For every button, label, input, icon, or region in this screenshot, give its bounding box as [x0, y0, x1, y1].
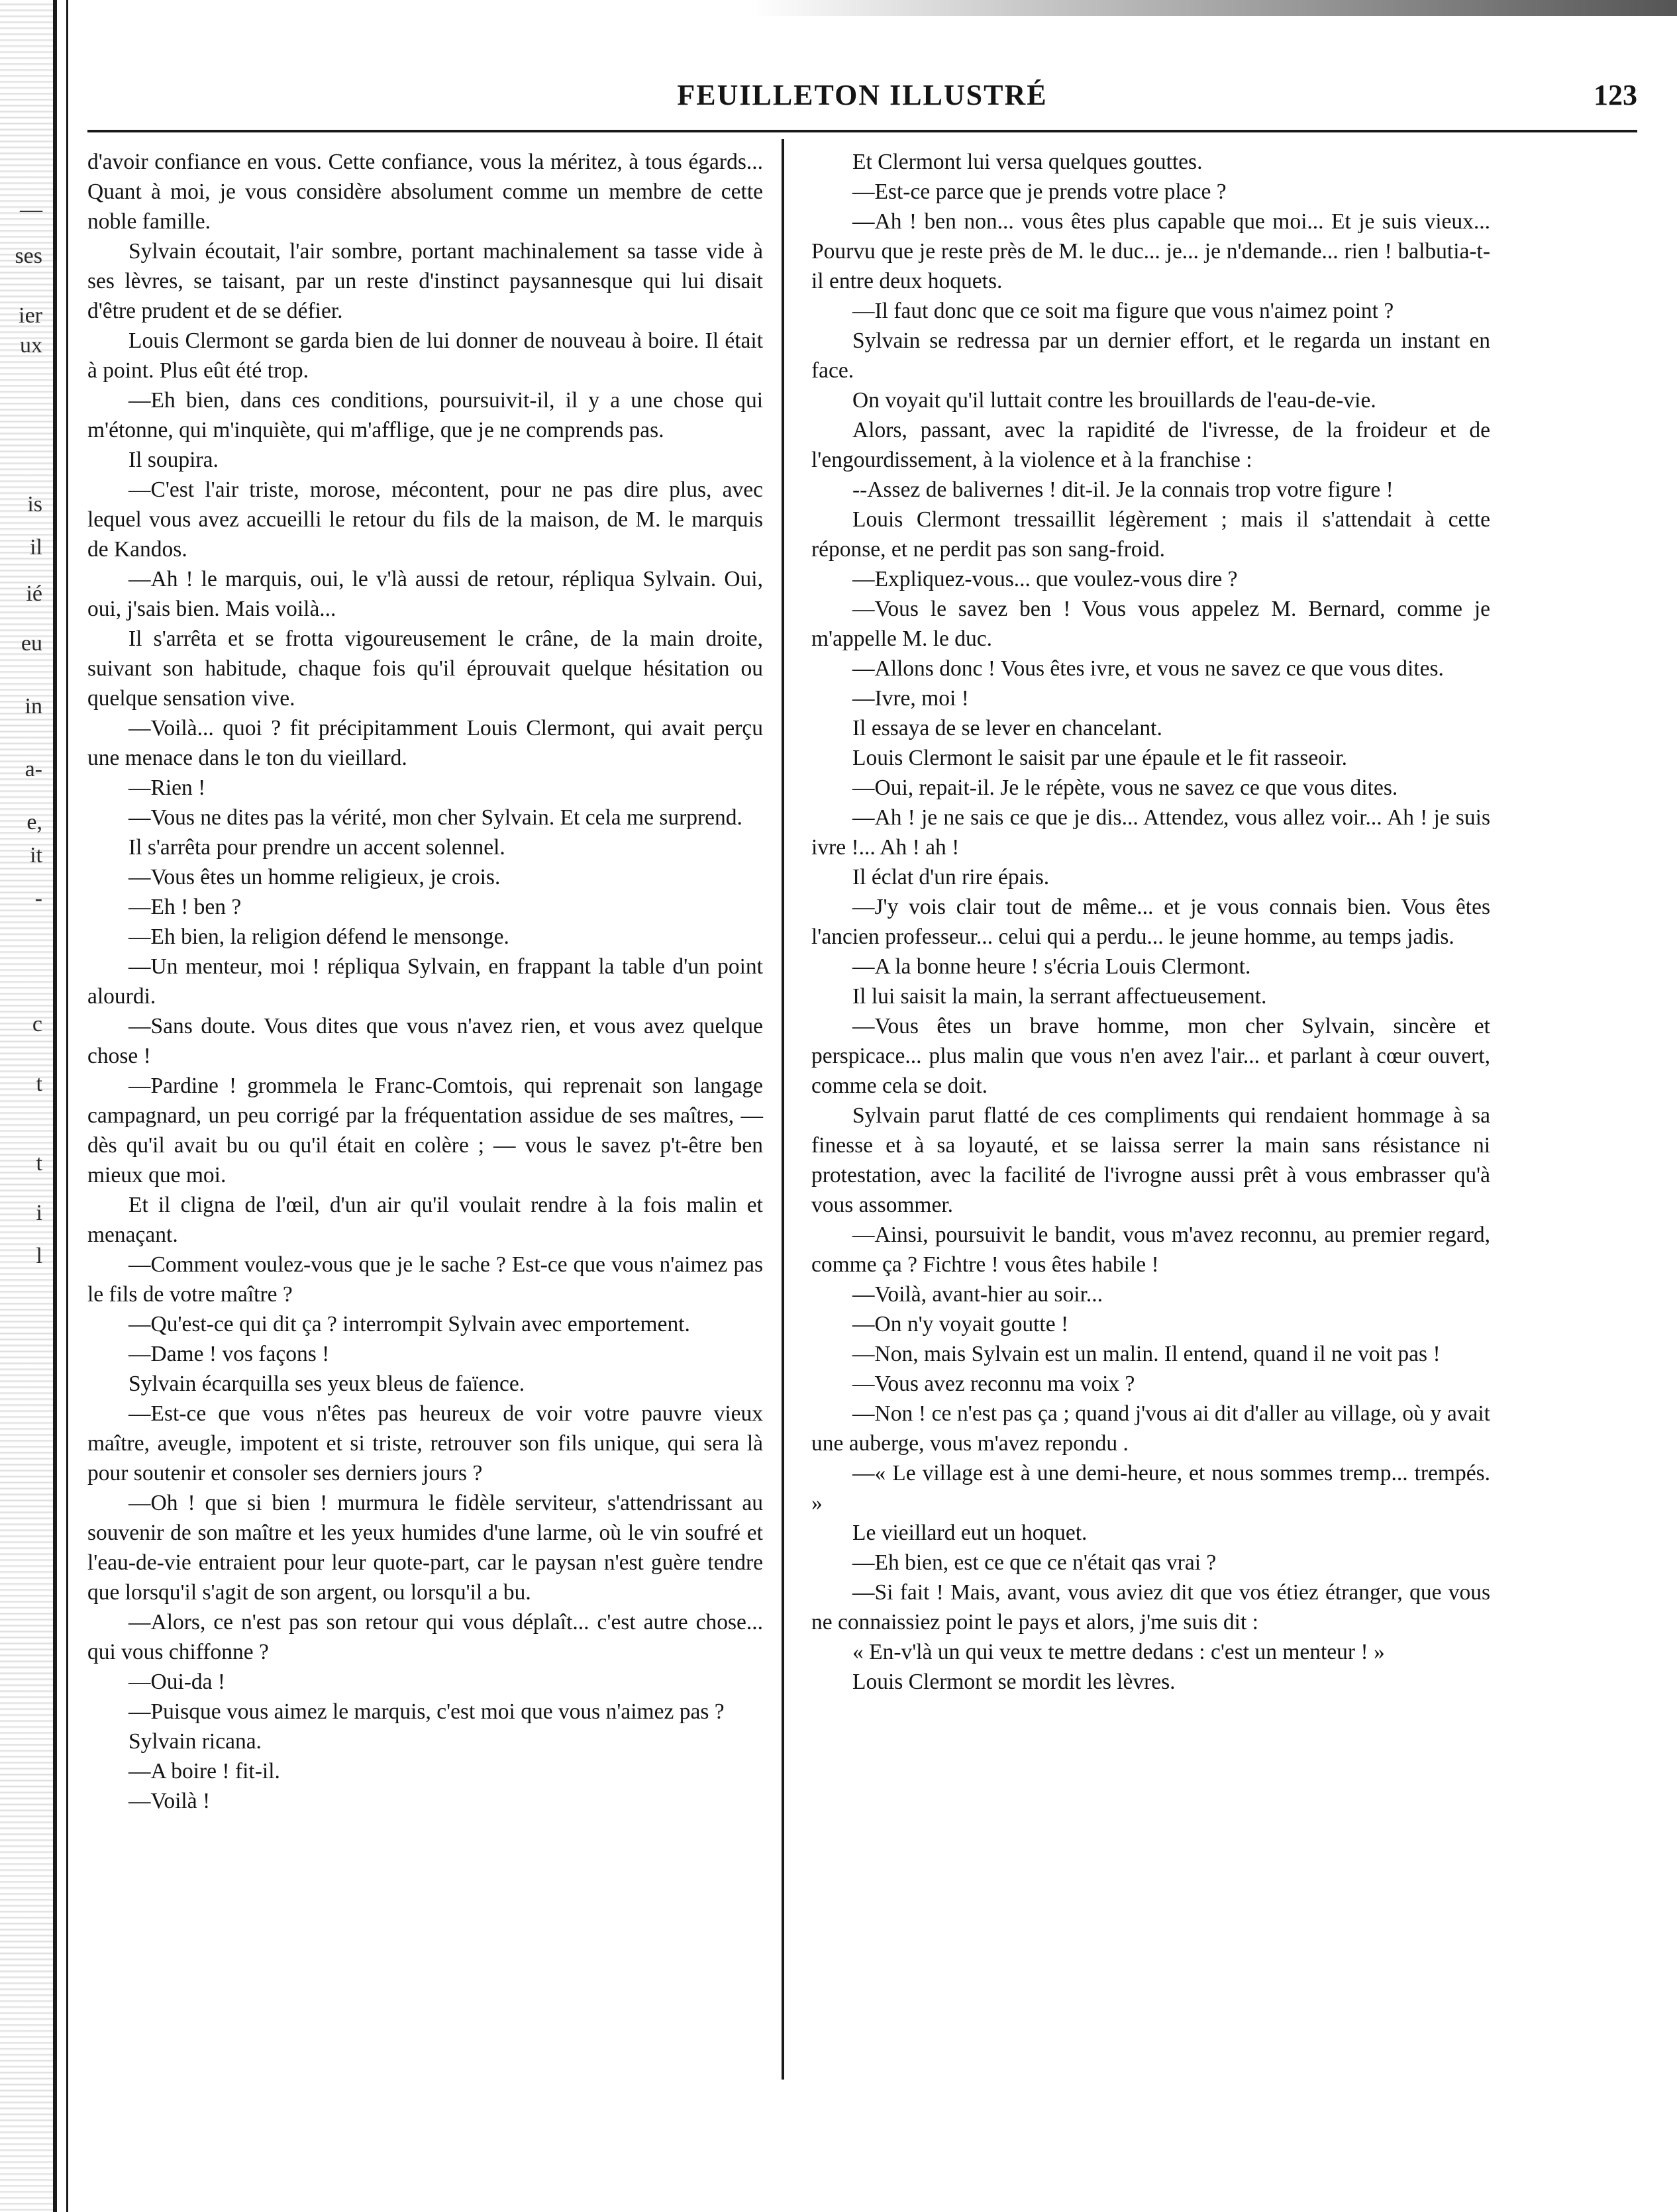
scan-binding-edge — [0, 0, 53, 2212]
paragraph: —Eh bien, la religion défend le mensonge. — [128, 925, 509, 949]
paragraph: —On n'y voyait goutte ! — [852, 1312, 1069, 1336]
paragraph: Louis Clermont le saisit par une épaule et le fit rasseoir. — [852, 746, 1348, 770]
paragraph: Louis Clermont tressaillit légèrement ; mais il s'attendait à cette réponse, et ne perdit pas son sang-froid. — [811, 507, 1490, 562]
paragraph: —Sans doute. Vous dites que vous n'avez rien, et vous avez quelque chose ! — [87, 1014, 763, 1068]
paragraph: Alors, passant, avec la rapidité de l'ivresse, de la froideur et de l'engourdissement, à la violence et à la franchise : — [811, 418, 1490, 472]
paragraph: —Eh ! ben ? — [128, 895, 242, 919]
paragraph: —Vous le savez ben ! Vous vous appelez M. Bernard, comme je m'appelle M. le duc. — [811, 597, 1490, 651]
paragraph: On voyait qu'il luttait contre les brouillards de l'eau-de-vie. — [852, 388, 1376, 413]
paragraph: Il lui saisit la main, la serrant affectueusement. — [852, 984, 1267, 1009]
bleed-fragment: l — [36, 1244, 42, 1268]
paragraph: —Voilà ! — [128, 1789, 211, 1813]
paragraph: —Pardine ! grommela le Franc-Comtois, qui reprenait son langage campagnard, un peu corrigé par la fréquentation assidue de ses maîtres, — dès qu'il avait bu ou qu'il était en colère ; — vous le savez p't-être ben mieux que moi. — [87, 1074, 763, 1187]
binding-rule — [53, 0, 57, 2212]
paragraph: d'avoir confiance en vous. Cette confiance, vous la méritez, à tous égards... Quant à moi, je vous considère absolument comme un membre de cette noble famille. — [87, 150, 763, 234]
paragraph: —Dame ! vos façons ! — [128, 1342, 330, 1366]
header-rule — [87, 130, 1637, 132]
paragraph: —Ainsi, poursuivit le bandit, vous m'avez reconnu, au premier regard, comme ça ? Fichtre ! vous êtes habile ! — [811, 1223, 1490, 1277]
paragraph: —Est-ce que vous n'êtes pas heureux de voir votre pauvre vieux maître, aveugle, impotent et si triste, retrouver son fils unique, qui sera là pour soutenir et consoler ses derniers jours ? — [87, 1401, 763, 1485]
paragraph: —Ah ! je ne sais ce que je dis... Attendez, vous allez voir... Ah ! je suis ivre !... Ah ! ah ! — [811, 805, 1490, 860]
bleed-fragment: il — [30, 535, 42, 560]
paragraph: Il s'arrêta et se frotta vigoureusement le crâne, de la main droite, suivant son habitude, chaque fois qu'il éprouvait quelque hésitation ou quelque sensation vive. — [87, 627, 763, 711]
bleed-fragment: in — [25, 694, 42, 719]
paragraph: —Ah ! le marquis, oui, le v'là aussi de retour, répliqua Sylvain. Oui, oui, j'sais bien. Mais voilà... — [87, 567, 763, 621]
paragraph: —Il faut donc que ce soit ma figure que vous n'aimez point ? — [852, 299, 1394, 323]
paragraph: Il éclat d'un rire épais. — [852, 865, 1050, 889]
paragraph: Il s'arrêta pour prendre un accent solennel. — [128, 835, 505, 860]
paragraph: —Vous avez reconnu ma voix ? — [852, 1372, 1135, 1396]
bleed-fragment: e, — [26, 810, 42, 834]
paragraph: —C'est l'air triste, morose, mécontent, pour ne pas dire plus, avec lequel vous avez accueilli le retour du fils de la maison, de M. le marquis de Kandos. — [87, 478, 763, 562]
paragraph: —Ivre, moi ! — [852, 686, 969, 711]
paragraph: —Voilà, avant-hier au soir... — [852, 1282, 1103, 1307]
bleed-fragment: is — [27, 492, 42, 517]
paragraph: —Voilà... quoi ? fit précipitamment Louis Clermont, qui avait perçu une menace dans le ton du vieillard. — [87, 716, 763, 770]
bleed-fragment: t — [36, 1151, 42, 1176]
paragraph: Sylvain se redressa par un dernier effort, et le regarda un instant en face. — [811, 328, 1490, 383]
paragraph: —Vous êtes un homme religieux, je crois. — [128, 865, 501, 889]
bleed-fragment: a- — [25, 757, 42, 781]
paragraph: Sylvain ricana. — [128, 1729, 262, 1754]
bleed-fragment: i — [36, 1201, 42, 1225]
paragraph: —Non, mais Sylvain est un malin. Il entend, quand il ne voit pas ! — [852, 1342, 1441, 1366]
paragraph: —Alors, ce n'est pas son retour qui vous déplaît... c'est autre chose... qui vous chiffonne ? — [87, 1610, 763, 1664]
running-title: FEUILLETON ILLUSTRÉ — [677, 79, 1048, 111]
bleed-fragment: - — [34, 886, 42, 911]
paragraph: —Comment voulez-vous que je le sache ? Est-ce que vous n'aimez pas le fils de votre maître ? — [87, 1252, 763, 1307]
paragraph: Il essaya de se lever en chancelant. — [852, 716, 1162, 740]
left-column — [87, 147, 763, 1816]
bleed-fragment: ses — [15, 244, 42, 268]
paragraph: —Expliquez-vous... que voulez-vous dire ? — [852, 567, 1238, 591]
bleed-fragment: — — [20, 197, 42, 222]
paragraph: —Eh bien, dans ces conditions, poursuivit-il, il y a une chose qui m'étonne, qui m'inquiète, qui m'afflige, que je ne comprends pas. — [87, 388, 763, 442]
right-column — [811, 147, 1490, 1697]
paragraph: —« Le village est à une demi-heure, et nous sommes tremp... trempés. » — [811, 1461, 1490, 1515]
paragraph: Et Clermont lui versa quelques gouttes. — [852, 150, 1203, 174]
paragraph: —Si fait ! Mais, avant, vous aviez dit que vos étiez étranger, que vous ne connaissiez point le pays et alors, j'me suis dit : — [811, 1580, 1490, 1634]
paragraph: —J'y vois clair tout de même... et je vous connais bien. Vous êtes l'ancien professeur... celui qui a perdu... le jeune homme, au temps jadis. — [811, 895, 1490, 949]
paragraph: —Vous êtes un brave homme, mon cher Sylvain, sincère et perspicace... plus malin que vous n'en avez l'air... et parlant à cœur ouvert, comme cela se doit. — [811, 1014, 1490, 1098]
paragraph: —Allons donc ! Vous êtes ivre, et vous ne savez ce que vous dites. — [852, 656, 1444, 681]
paragraph: —Vous ne dites pas la vérité, mon cher Sylvain. Et cela me surprend. — [128, 805, 742, 830]
bleed-fragment: eu — [21, 631, 42, 656]
bleed-fragment: it — [30, 843, 42, 868]
bleed-fragment: t — [36, 1072, 42, 1096]
paragraph: —A boire ! fit-il. — [128, 1759, 280, 1784]
column-divider — [782, 139, 784, 2080]
paragraph: —A la bonne heure ! s'écria Louis Clermont. — [852, 954, 1251, 979]
paragraph: Sylvain écoutait, l'air sombre, portant machinalement sa tasse vide à ses lèvres, se taisant, par un reste d'instinct paysannesque qui lui disait d'être prudent et de se défier. — [87, 239, 763, 323]
paragraph: —Non ! ce n'est pas ça ; quand j'vous ai dit d'aller au village, où y avait une auberge, vous m'avez repondu . — [811, 1401, 1490, 1456]
paragraph: --Assez de balivernes ! dit-il. Je la connais trop votre figure ! — [852, 478, 1394, 502]
paragraph: —Un menteur, moi ! répliqua Sylvain, en frappant la table d'un point alourdi. — [87, 954, 763, 1009]
paragraph: —Oui-da ! — [128, 1670, 226, 1694]
scan-noise-bar — [750, 0, 1677, 16]
bleed-fragment: ier — [19, 303, 42, 328]
page-number: 123 — [1594, 79, 1637, 111]
paragraph: Sylvain écarquilla ses yeux bleus de faïence. — [128, 1372, 525, 1396]
paragraph: —Eh bien, est ce que ce n'était qas vrai ? — [852, 1550, 1217, 1575]
paragraph: —Ah ! ben non... vous êtes plus capable que moi... Et je suis vieux... Pourvu que je reste près de M. le duc... je... je n'demande... rien ! balbutia-t-il entre deux hoquets. — [811, 209, 1490, 293]
paragraph: —Oh ! que si bien ! murmura le fidèle serviteur, s'attendrissant au souvenir de son maître et les yeux humides d'une larme, où le vin soufré et l'eau-de-vie entraient pour leur quote-part, car le paysan n'est guère tendre que lorsqu'il s'agit de son argent, ou lorsqu'il a bu. — [87, 1491, 763, 1605]
paragraph: Le vieillard eut un hoquet. — [852, 1521, 1088, 1545]
paragraph: Louis Clermont se mordit les lèvres. — [852, 1670, 1176, 1694]
paragraph: « En-v'là un qui veux te mettre dedans : c'est un menteur ! » — [852, 1640, 1385, 1664]
paragraph: Et il cligna de l'œil, d'un air qu'il voulait rendre à la fois malin et menaçant. — [87, 1193, 763, 1247]
paragraph: —Qu'est-ce qui dit ça ? interrompit Sylvain avec emportement. — [128, 1312, 690, 1336]
bleed-fragment: ux — [20, 333, 42, 358]
bleed-fragment: c — [32, 1012, 42, 1036]
paragraph: —Puisque vous aimez le marquis, c'est moi que vous n'aimez pas ? — [128, 1699, 725, 1724]
paragraph: —Oui, repait-il. Je le répète, vous ne savez ce que vous dites. — [852, 776, 1398, 800]
paragraph: —Est-ce parce que je prends votre place ? — [852, 179, 1227, 204]
paragraph: Sylvain parut flatté de ces compliments qui rendaient hommage à sa finesse et à sa loyauté, et se laissa serrer la main sans résistance ni protestation, avec la facilité de l'ivrogne aussi prêt à vous embrasser qu'à vous assommer. — [811, 1103, 1490, 1217]
binding-rule-inner — [66, 0, 68, 2212]
bleed-fragment: ié — [26, 581, 42, 606]
paragraph: Louis Clermont se garda bien de lui donner de nouveau à boire. Il était à point. Plus eût été trop. — [87, 328, 763, 383]
page-header — [87, 78, 1637, 125]
paragraph: Il soupira. — [128, 448, 219, 472]
paragraph: —Rien ! — [128, 776, 206, 800]
